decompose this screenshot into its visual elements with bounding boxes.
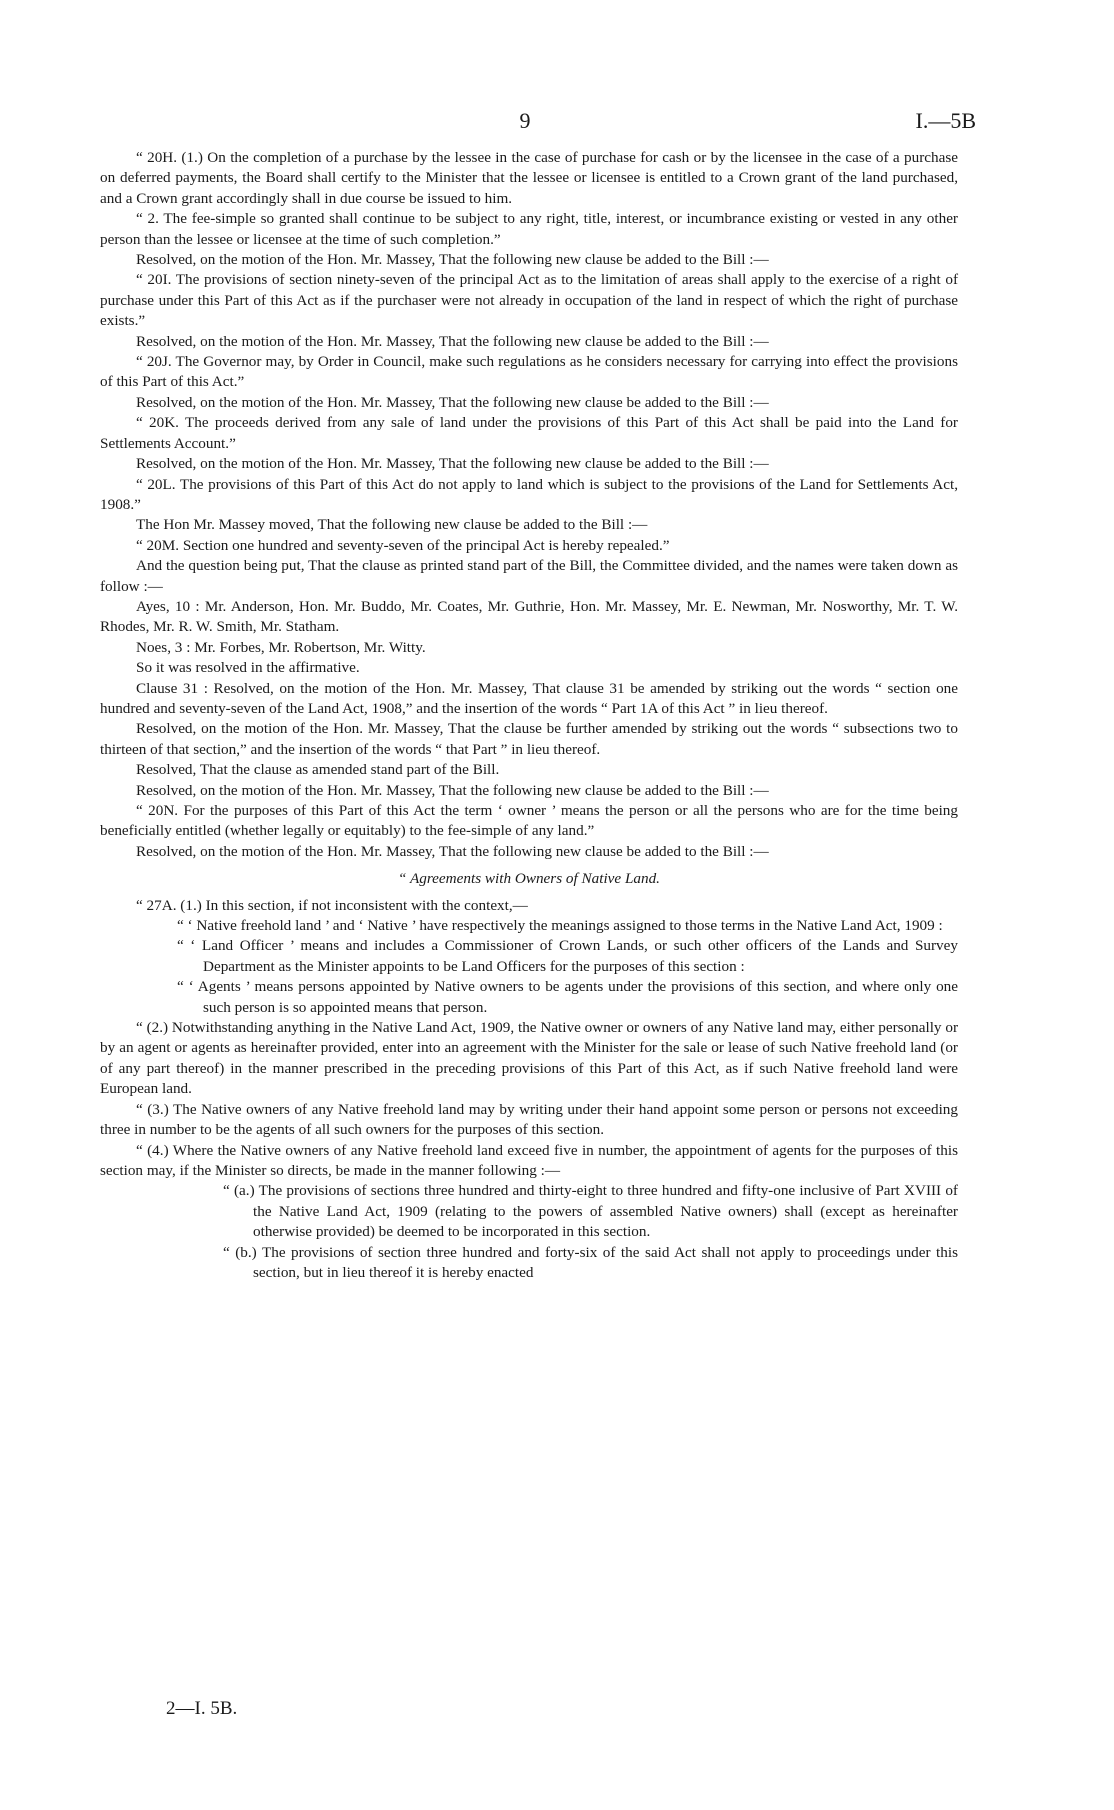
paragraph: “ 27A. (1.) In this section, if not inconsistent with the context,—	[136, 896, 528, 914]
page-number: 9	[519, 108, 531, 133]
paragraph: Resolved, on the motion of the Hon. Mr. Massey, That the following new clause be added to the Bill :—	[136, 842, 769, 860]
paragraph: “ (a.) The provisions of sections three hundred and thirty-eight to three hundred and fifty-one inclusive of Part XVIII of the Native Land Act, 1909 (relating to the powers of assembled Native owners) shall (except as hereinafter otherwise provided) be deemed to be incorporated in this section.	[223, 1182, 958, 1241]
paragraph: “ (2.) Notwithstanding anything in the Native Land Act, 1909, the Native owner or owners of any Native land may, either personally or by an agent or agents as hereinafter provided, enter into an agreement with the Minister for the sale or lease of such Native freehold land (or of any part thereof) in the manner prescribed in the preceding provisions of this Part of this Act, as if such Native freehold land were European land.	[100, 1019, 958, 1098]
page-footer: 2—I. 5B.	[166, 1698, 238, 1719]
paragraph: And the question being put, That the clause as printed stand part of the Bill, the Committee divided, and the names were taken down as follow :—	[100, 557, 958, 595]
paragraph: “ 2. The fee-simple so granted shall continue to be subject to any right, title, interest, or incumbrance existing or vested in any other person than the lessee or licensee at the time of such completion.”	[100, 210, 958, 248]
paragraph: “ 20I. The provisions of section ninety-seven of the principal Act as to the limitation of areas shall apply to the exercise of a right of purchase under this Part of this Act as if the purchaser were not already in occupation of the land in respect of which the right of purchase exists.”	[100, 271, 958, 330]
paragraph: Resolved, That the clause as amended stand part of the Bill.	[136, 761, 500, 779]
paragraph: “ ‘ Agents ’ means persons appointed by Native owners to be agents under the provisions of this section, and where only one such person is so appointed means that person.	[177, 978, 958, 1016]
paragraph: The Hon Mr. Massey moved, That the following new clause be added to the Bill :—	[136, 516, 648, 534]
paragraph: “ 20L. The provisions of this Part of this Act do not apply to land which is subject to the provisions of the Land for Settlements Act, 1908.”	[100, 475, 958, 513]
page-header	[0, 108, 1114, 138]
paragraph: “ 20K. The proceeds derived from any sale of land under the provisions of this Part of this Act shall be paid into the Land for Settlements Account.”	[100, 414, 958, 452]
paragraph: “ 20M. Section one hundred and seventy-seven of the principal Act is hereby repealed.”	[136, 536, 670, 554]
paragraph: “ (b.) The provisions of section three hundred and forty-six of the said Act shall not apply to proceedings under this section, but in lieu thereof it is hereby enacted	[223, 1243, 958, 1281]
paragraph: Resolved, on the motion of the Hon. Mr. Massey, That the clause be further amended by striking out the words “ subsections two to thirteen of that section,” and the insertion of the words “ that Part ” in lieu thereof.	[100, 720, 958, 758]
paragraph: Resolved, on the motion of the Hon. Mr. Massey, That the following new clause be added to the Bill :—	[136, 781, 769, 799]
paragraph: “ (4.) Where the Native owners of any Native freehold land exceed five in number, the appointment of agents for the purposes of this section may, if the Minister so directs, be made in the manner following :—	[100, 1141, 958, 1179]
paragraph: Ayes, 10 : Mr. Anderson, Hon. Mr. Buddo, Mr. Coates, Mr. Guthrie, Hon. Mr. Massey, Mr. E. Newman, Mr. Nosworthy, Mr. T. W. Rhodes, Mr. R. W. Smith, Mr. Statham.	[100, 597, 958, 636]
paragraph: “ 20J. The Governor may, by Order in Council, make such regulations as he considers necessary for carrying into effect the provisions of this Part of this Act.”	[100, 353, 958, 391]
paragraph: Resolved, on the motion of the Hon. Mr. Massey, That the following new clause be added to the Bill :—	[136, 332, 769, 350]
paragraph: Resolved, on the motion of the Hon. Mr. Massey, That the following new clause be added to the Bill :—	[136, 251, 769, 269]
paragraph: Resolved, on the motion of the Hon. Mr. Massey, That the following new clause be added to the Bill :—	[136, 393, 769, 411]
paragraph: Noes, 3 : Mr. Forbes, Mr. Robertson, Mr. Witty.	[136, 638, 426, 656]
paragraph: “ 20H. (1.) On the completion of a purchase by the lessee in the case of purchase for cash or by the licensee in the case of a purchase on deferred payments, the Board shall certify to the Minister that the lessee or licensee is entitled to a Crown grant of the land purchased, and a Crown grant accordingly shall in due course be issued to him.	[100, 149, 958, 207]
paragraph: So it was resolved in the affirmative.	[136, 659, 360, 677]
paragraph: Resolved, on the motion of the Hon. Mr. Massey, That the following new clause be added to the Bill :—	[136, 455, 769, 473]
document-body	[100, 148, 958, 1283]
paragraph: “ 20N. For the purposes of this Part of this Act the term ‘ owner ’ means the person or all the persons who are for the time being beneficially entitled (whether legally or equitably) to the fee-simple of any land.”	[100, 802, 958, 840]
document-reference: I.—5B	[915, 108, 976, 133]
paragraph: Clause 31 : Resolved, on the motion of the Hon. Mr. Massey, That clause 31 be amended by striking out the words “ section one hundred and seventy-seven of the Land Act, 1908,” and the insertion of the words “ Part 1A of this Act ” in lieu thereof.	[100, 679, 958, 717]
paragraph: “ (3.) The Native owners of any Native freehold land may by writing under their hand appoint some person or persons not exceeding three in number to be the agents of all such owners for the purposes of this section.	[100, 1100, 958, 1139]
section-heading: “ Agreements with Owners of Native Land.	[398, 870, 660, 888]
paragraph: “ ‘ Native freehold land ’ and ‘ Native ’ have respectively the meanings assigned to those terms in the Native Land Act, 1909 :	[177, 917, 943, 935]
paragraph: “ ‘ Land Officer ’ means and includes a Commissioner of Crown Lands, or such other officers of the Lands and Survey Department as the Minister appoints to be Land Officers for the purposes of this section :	[177, 937, 958, 975]
